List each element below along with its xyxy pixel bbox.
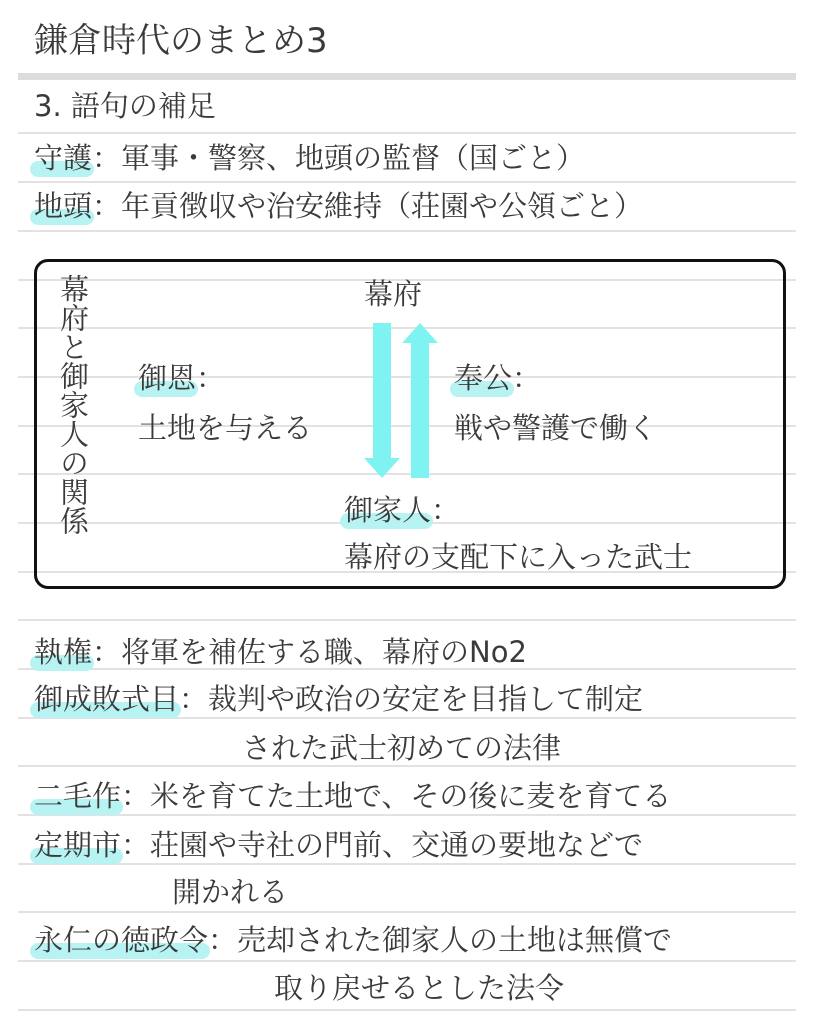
ruled-line <box>18 911 796 913</box>
gokenin-colon: ： <box>431 493 461 527</box>
term-description: ：荘園や寺社の門前、交通の要地などで <box>121 828 644 862</box>
ruled-line <box>18 181 796 183</box>
term-highlight: 地頭 <box>34 186 92 226</box>
term-line-shugo <box>34 138 585 178</box>
term-highlight: 定期市 <box>34 825 121 865</box>
section-title: 3. 語句の補足 <box>34 89 216 123</box>
goon-term: 御恩 <box>138 358 196 398</box>
term-description: ：年貢徴収や治安維持（荘園や公領ごと） <box>92 189 644 223</box>
down-arrow-icon <box>364 323 400 478</box>
term-highlight: 二毛作 <box>34 776 121 816</box>
hoko-term: 奉公 <box>454 358 512 398</box>
page-title: 鎌倉時代のまとめ3 <box>34 21 328 61</box>
term-highlight: 守護 <box>34 138 92 178</box>
hoko-heading <box>454 358 541 398</box>
term-description: ：売却された御家人の土地は無償で <box>208 923 673 957</box>
gokenin-description: 幕府の支配下に入った武士 <box>344 540 693 574</box>
goon-heading <box>138 358 225 398</box>
term-line-teikiichi <box>34 825 643 865</box>
term-highlight: 永仁の徳政令 <box>34 920 208 960</box>
ruled-line <box>18 1009 796 1011</box>
term-line-nimosaku <box>34 776 671 816</box>
ruled-line <box>18 132 796 134</box>
term-description: ：将軍を補佐する職、幕府のNo2 <box>92 635 527 669</box>
title-divider <box>18 73 796 80</box>
term-line-goseibai <box>34 679 643 719</box>
bakufu-label: 幕府 <box>364 277 423 311</box>
term-line-jito <box>34 186 643 226</box>
gokenin-term: 御家人 <box>344 490 431 530</box>
ruled-line <box>18 960 796 962</box>
term-continuation: 開かれる <box>172 875 289 909</box>
ruled-line <box>18 230 796 232</box>
term-description: ：軍事・警察、地頭の監督（国ごと） <box>92 141 586 175</box>
gokenin-heading <box>344 490 460 530</box>
hoko-colon: ： <box>512 361 542 395</box>
hoko-description: 戦や警護で働く <box>454 411 658 445</box>
term-description: ：裁判や政治の安定を目指して制定 <box>179 682 644 716</box>
goon-colon: ： <box>196 361 226 395</box>
term-line-tokuseirei <box>34 920 672 960</box>
up-arrow-icon <box>402 323 438 478</box>
term-continuation: された武士初めての法律 <box>242 731 562 765</box>
term-continuation: 取り戻せるとした法令 <box>274 971 565 1005</box>
term-description: ：米を育てた土地で、その後に麦を育てる <box>121 779 672 813</box>
term-highlight: 御成敗式目 <box>34 679 179 719</box>
goon-description: 土地を与える <box>138 411 313 445</box>
relationship-vertical-label: 幕府と御家人の関係 <box>56 274 90 535</box>
exchange-arrows <box>360 318 440 483</box>
ruled-line <box>18 619 796 621</box>
term-line-shikken <box>34 632 527 672</box>
term-highlight: 執権 <box>34 632 92 672</box>
